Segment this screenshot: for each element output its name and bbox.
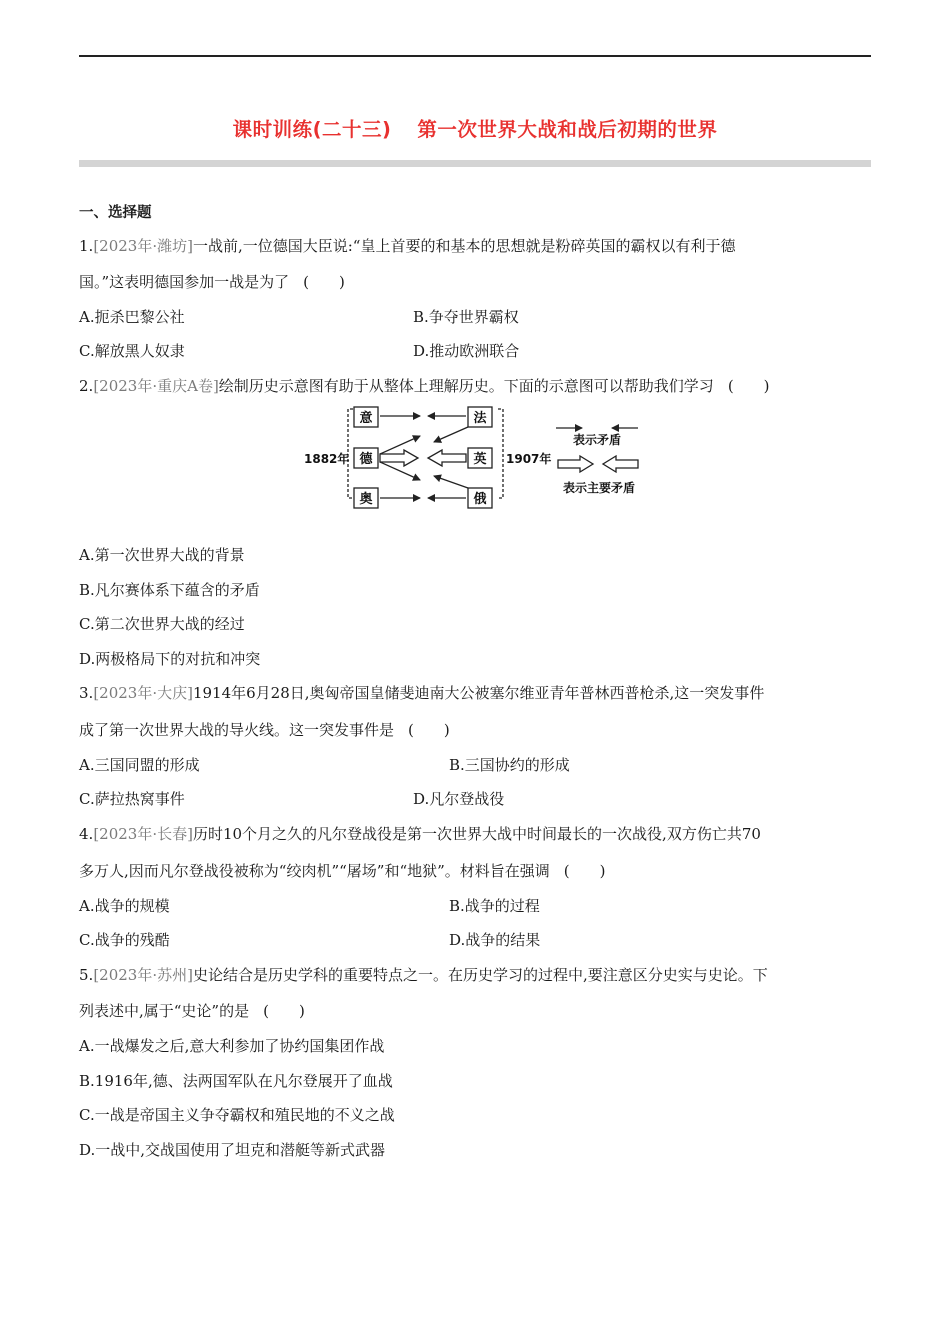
question-1-line-2: 国。”这表明德国参加一战是为了 ( ) [79,273,345,291]
label-germany: 德 [359,452,373,467]
page-title [79,114,871,142]
arrow-france-down [434,427,468,442]
q2-option-b[interactable]: B.凡尔赛体系下蕴含的矛盾 [79,581,260,599]
q2-option-d[interactable]: D.两极格局下的对抗和冲突 [79,650,261,668]
title-topic: 第一次世界大战和战后初期的世界 [417,118,718,141]
year-1882: 1882年 [304,452,350,466]
year-1907: 1907年 [506,452,552,466]
q3-option-b[interactable]: B.三国协约的形成 [449,756,570,774]
question-4-line-1: 4.[2023年·长春]历时10个月之久的凡尔登战役是第一次世界大战中时间最长的一次战役,双方伤亡共70 [79,825,761,843]
alliance-diagram [300,402,650,514]
q1-option-a[interactable]: A.扼杀巴黎公社 [79,308,185,326]
question-3-line-1: 3.[2023年·大庆]1914年6月28日,奥匈帝国皇储斐迪南大公被塞尔维亚青年普林西普枪杀,这一突发事件 [79,684,765,702]
q5-option-d[interactable]: D.一战中,交战国使用了坦克和潜艇等新式武器 [79,1141,386,1159]
q3-option-a[interactable]: A.三国同盟的形成 [79,756,200,774]
label-austria: 奥 [359,492,373,507]
q1-option-b[interactable]: B.争夺世界霸权 [413,308,519,326]
title-lesson: 课时训练(二十三) [232,118,392,141]
arrow-germany-down [380,462,420,480]
q3-option-d[interactable]: D.凡尔登战役 [413,790,505,808]
q2-option-a[interactable]: A.第一次世界大战的背景 [79,546,245,564]
q1-option-c[interactable]: C.解放黑人奴隶 [79,342,185,360]
arrow-germany-up [380,436,420,454]
section-heading: 一、选择题 [79,205,152,221]
arrow-russia-up [434,476,468,488]
label-france: 法 [473,411,487,426]
q4-option-a[interactable]: A.战争的规模 [79,897,170,915]
legend-main-arrow-right [558,456,593,472]
q4-option-b[interactable]: B.战争的过程 [449,897,540,915]
main-arrow-britain [428,450,466,466]
legend-conflict-label: 表示矛盾 [572,433,622,447]
question-4-line-2: 多万人,因而凡尔登战役被称为“绞肉机”“屠场”和“地狱”。材料旨在强调 ( ) [79,862,606,880]
question-3-line-2: 成了第一次世界大战的导火线。这一突发事件是 ( ) [79,721,450,739]
label-britain: 英 [473,452,487,467]
q4-option-d[interactable]: D.战争的结果 [449,931,541,949]
question-5-line-2: 列表述中,属于“史论”的是 ( ) [79,1002,305,1020]
question-1-line-1: 1.[2023年·潍坊]一战前,一位德国大臣说:“皇上首要的和基本的思想就是粉碎英国的霸权以有利于德 [79,237,736,255]
right-bracket [498,409,503,498]
q4-option-c[interactable]: C.战争的残酷 [79,931,170,949]
legend-main-arrow-left [603,456,638,472]
q5-option-a[interactable]: A.一战爆发之后,意大利参加了协约国集团作战 [79,1037,385,1055]
top-rule [79,55,871,57]
q5-option-c[interactable]: C.一战是帝国主义争夺霸权和殖民地的不义之战 [79,1106,395,1124]
label-italy: 意 [359,411,373,426]
question-2-line-1: 2.[2023年·重庆A卷]绘制历史示意图有助于从整体上理解历史。下面的示意图可以帮助我们学习 ( ) [79,377,770,395]
title-underline-bar [79,160,871,167]
main-arrow-germany [380,450,418,466]
q1-option-d[interactable]: D.推动欧洲联合 [413,342,520,360]
q3-option-c[interactable]: C.萨拉热窝事件 [79,790,185,808]
q5-option-b[interactable]: B.1916年,德、法两国军队在凡尔登展开了血战 [79,1072,393,1090]
question-5-line-1: 5.[2023年·苏州]史论结合是历史学科的重要特点之一。在历史学习的过程中,要注意区分史实与史论。下 [79,966,768,984]
label-russia: 俄 [473,492,487,507]
q2-option-c[interactable]: C.第二次世界大战的经过 [79,615,245,633]
legend-main-conflict-label: 表示主要矛盾 [562,481,636,495]
